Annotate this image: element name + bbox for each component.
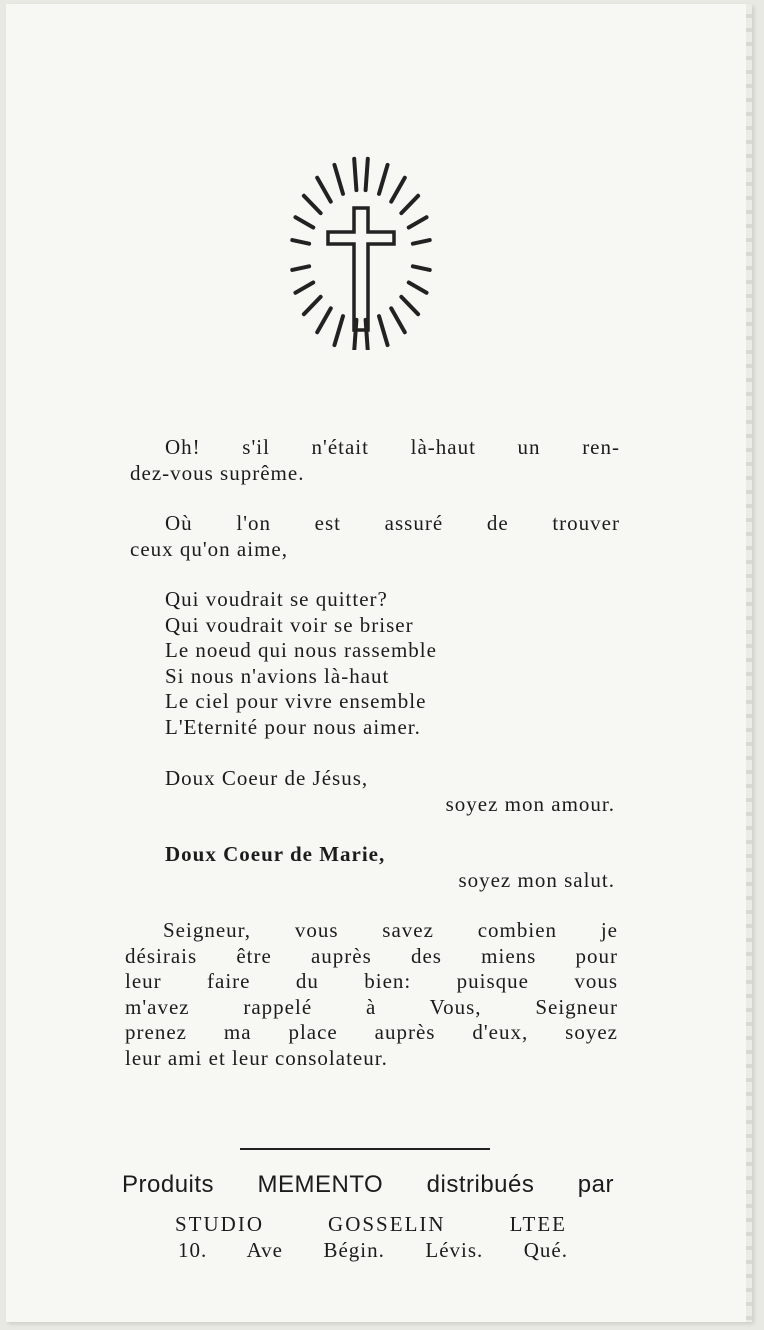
poem-stanza-2 — [165, 511, 620, 537]
poem-stanza-2-cont — [130, 537, 430, 563]
invocation-line: soyez mon amour. — [445, 791, 615, 816]
invocation-line: soyez mon salut. — [458, 867, 615, 892]
poem-stanza-1-cont — [130, 461, 430, 487]
studio-name — [175, 1212, 567, 1238]
poem-stanza-3 — [165, 587, 437, 740]
footer-text: Produits MEMENTO distribués par — [122, 1171, 614, 1198]
prayer — [125, 918, 618, 1071]
footer-text: 10. Ave Bégin. Lévis. Qué. — [178, 1238, 568, 1262]
poem-line: ceux qu'on aime, — [130, 537, 288, 561]
poem-line: Où l'on est assuré de trouver — [165, 511, 620, 535]
poem-line: Si nous n'avions là-haut — [165, 663, 390, 688]
prayer-line: Seigneur, vous savez combien je — [163, 918, 618, 942]
invocation-jesus — [165, 766, 615, 817]
prayer-line: m'avez rappelé à Vous, Seigneur — [125, 994, 618, 1019]
poem-stanza-1 — [165, 435, 620, 461]
poem-line: Oh! s'il n'était là-haut un ren- — [165, 435, 620, 459]
studio-address — [178, 1238, 568, 1264]
prayer-line: leur faire du bien: puisque vous — [125, 969, 618, 993]
deckled-edge — [746, 4, 752, 1322]
invocation-marie — [165, 842, 615, 893]
poem-line: L'Eternité pour nous aimer. — [165, 714, 421, 739]
prayer-line: désirais être auprès des miens pour — [125, 943, 618, 968]
poem-line: Qui voudrait se quitter? — [165, 587, 388, 611]
footer-text: STUDIO GOSSELIN LTEE — [175, 1212, 567, 1236]
radiant-cross-icon — [286, 150, 436, 350]
divider-rule — [240, 1148, 490, 1150]
invocation-line: Doux Coeur de Jésus, — [165, 766, 369, 790]
invocation-line: Doux Coeur de Marie, — [165, 842, 386, 866]
poem-line: Qui voudrait voir se briser — [165, 612, 414, 637]
poem-line: Le noeud qui nous rassemble — [165, 638, 437, 662]
distributor-line — [122, 1170, 614, 1200]
poem-line: dez-vous suprême. — [130, 461, 305, 485]
prayer-line: leur ami et leur consolateur. — [125, 1045, 388, 1070]
poem-line: Le ciel pour vivre ensemble — [165, 689, 427, 713]
prayer-line: prenez ma place auprès d'eux, soyez — [125, 1020, 618, 1044]
